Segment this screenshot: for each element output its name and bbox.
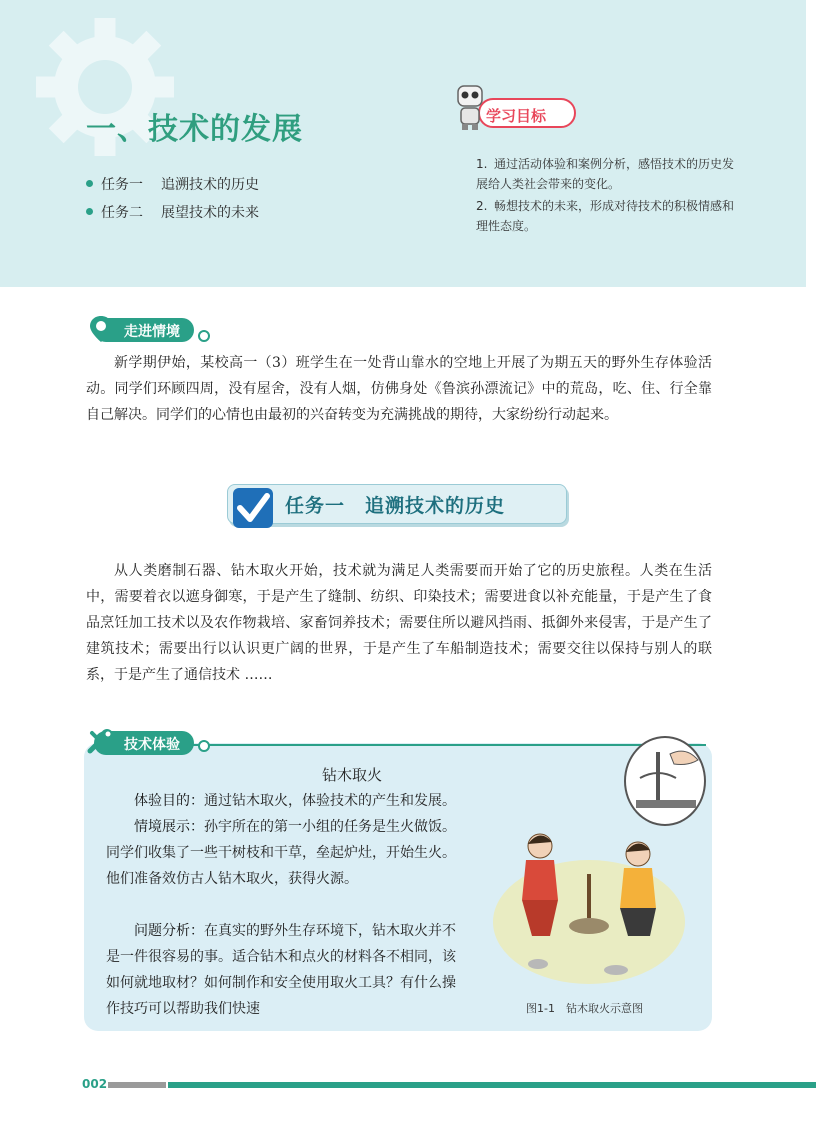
task-banner-title: 任务一 追溯技术的历史: [285, 495, 506, 517]
scene-text: 孙宇所在的第一小组的任务是生火做饭。 同学们收集了一些干树枝和干草，垒起炉灶，开始生火。他们准备效仿古人钻木取火，获得火源。: [106, 819, 456, 887]
learning-goals-badge: [478, 98, 576, 128]
fire-drill-illustration: [492, 824, 686, 984]
checkmark-icon: [233, 488, 273, 528]
page-edge: [806, 0, 816, 1145]
learning-goals-title: 学习目标: [486, 107, 547, 125]
history-paragraph: 从人类磨制石器、钻木取火开始，技术就为满足人类需要而开始了它的历史旅程。人类在生活中，需要着衣以遮身御寒，于是产生了缝制、纺织、印染技术；需要进食以补充能量，于是产生了食品烹饪加工技术以及农作物栽培、家畜饲养技术；需要住所以避风挡雨、抵御外来侵害，于是产生了建筑技术；需要出行以认识更广阔的世界，于是产生了车船制造技术；需要交往以保持与别人的联系，于是产生了通信技术 ……: [86, 563, 712, 683]
experience-title: 钻木取火: [322, 766, 383, 784]
drill-inset-illustration: [624, 736, 706, 826]
scene-label: 情境展示：: [134, 819, 204, 835]
goal-number: 1.: [476, 157, 488, 171]
task-item-2: [86, 202, 259, 222]
intro-paragraph: 新学期伊始，某校高一（3）班学生在一处背山靠水的空地上开展了为期五天的野外生存体验活动。同学们环顾四周，没有屋舍，没有人烟，仿佛身处《鲁滨孙漂流记》中的荒岛，吃、住、行全靠自己解决。同学们的心情也由最初的兴奋转变为充满挑战的期待，大家纷纷行动起来。: [86, 355, 712, 423]
section-tag-label: 走进情境: [94, 318, 194, 342]
experience-problem: [106, 918, 466, 1022]
goal-text: 通过活动体验和案例分析，感悟技术的历史发展给人类社会带来的变化。: [476, 157, 735, 191]
goal-number: 2.: [476, 199, 488, 213]
task-banner: [227, 484, 567, 528]
robot-icon: [452, 84, 488, 132]
footer-bar-teal: [168, 1082, 816, 1088]
experience-scene: [106, 814, 466, 892]
chapter-title: 一、技术的发展: [86, 112, 303, 147]
section-tag-label: 技术体验: [94, 731, 194, 755]
divider: [190, 744, 706, 746]
section-tag-intro: [86, 314, 216, 342]
experience-purpose: [106, 788, 526, 814]
section-tag-experience: [86, 727, 216, 755]
goal-item-2: [476, 196, 736, 236]
ring-icon: [198, 740, 210, 752]
task-item-1: [86, 174, 259, 194]
figure-caption: 图1-1 钻木取火示意图: [526, 1002, 643, 1015]
ring-icon: [198, 330, 210, 342]
purpose-label: 体验目的：: [134, 793, 204, 809]
goal-text: 畅想技术的未来，形成对待技术的积极情感和理性态度。: [476, 199, 735, 233]
purpose-text: 通过钻木取火，体验技术的产生和发展。: [204, 793, 456, 809]
location-pin-icon: [86, 314, 116, 344]
goal-item-1: [476, 154, 736, 194]
task-label: 任务一: [101, 177, 143, 193]
task-label: 任务二: [101, 205, 143, 221]
bullet-icon: [86, 208, 93, 215]
footer-bar-gray: [108, 1082, 166, 1088]
bullet-icon: [86, 180, 93, 187]
task-text: 展望技术的未来: [161, 205, 259, 221]
task-text: 追溯技术的历史: [161, 177, 259, 193]
wrench-screwdriver-icon: [86, 727, 116, 757]
page-number: 002: [82, 1077, 108, 1091]
problem-text: 在真实的野外生存环境下，钻木取火并不是一件很容易的事。适合钻木和点火的材料各不相同，该如何就地取材？如何制作和安全使用取火工具？有什么操作技巧可以帮助我们快速: [106, 923, 456, 1017]
problem-label: 问题分析：: [134, 923, 204, 939]
